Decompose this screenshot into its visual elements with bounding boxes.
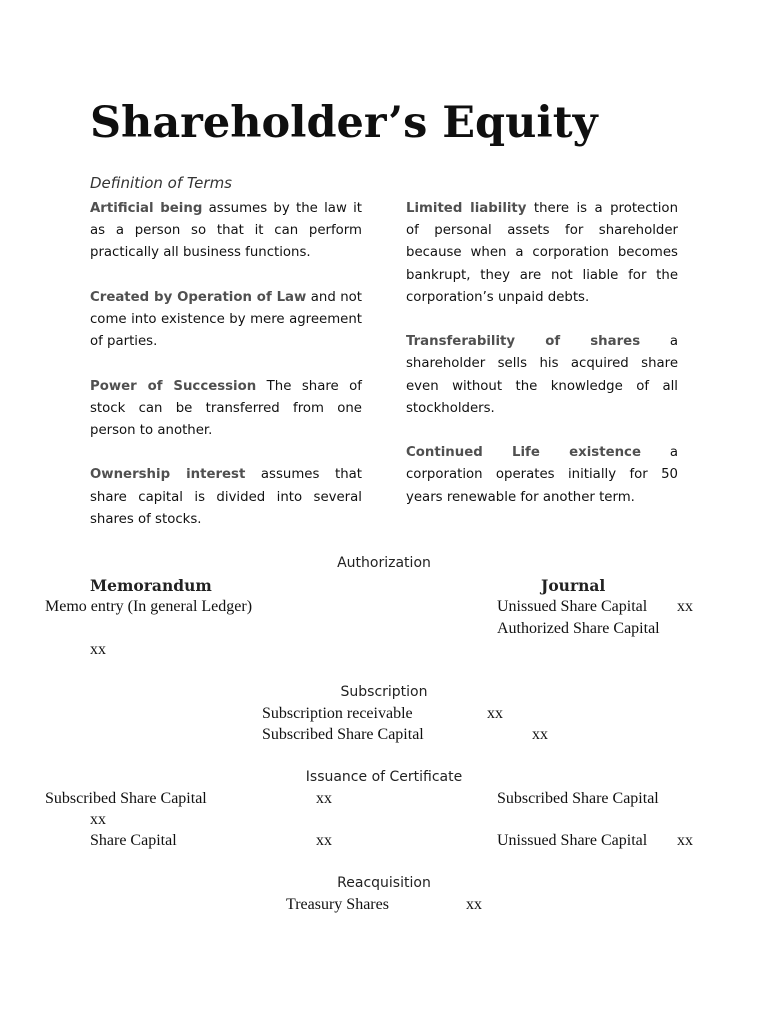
reacquisition-heading: Reacquisition — [337, 875, 431, 891]
definitions-left-column — [90, 198, 362, 553]
definition-operation-of-law — [90, 287, 362, 354]
issuance-right-line-1: Subscribed Share Capital — [497, 790, 659, 807]
definition-continued-life — [406, 442, 678, 509]
definition-transferability — [406, 331, 678, 420]
definition-power-of-succession — [90, 376, 362, 443]
journal-line-1-amount: xx — [677, 598, 693, 615]
definition-ownership-interest — [90, 464, 362, 531]
section-subtitle: Definition of Terms — [90, 174, 233, 192]
page-title: Shareholder’s Equity — [90, 98, 598, 148]
subscription-heading: Subscription — [340, 684, 428, 700]
reacquisition-line-1-amount: xx — [466, 896, 482, 913]
issuance-heading: Issuance of Certificate — [305, 769, 463, 785]
subscription-line-2-amount: xx — [532, 726, 548, 743]
subscription-line-2: Subscribed Share Capital — [262, 726, 424, 743]
definition-text: a corporation operates initially for 50 years renewable for another term. — [406, 445, 678, 505]
definition-text: a shareholder sells his acquired share even without the knowledge of all stockholders. — [406, 334, 679, 416]
definition-term: Limited liability — [406, 201, 527, 216]
journal-line-2: Authorized Share Capital — [497, 620, 660, 637]
subscription-line-1-amount: xx — [487, 705, 503, 722]
definition-term: Artificial being — [90, 201, 203, 216]
definition-text: The share of stock can be transferred from one person to another. — [90, 378, 362, 438]
definition-term: Power of Succession — [90, 378, 257, 394]
definition-artificial-being — [90, 198, 362, 265]
definition-term: Created by Operation of Law — [90, 289, 307, 305]
definitions-right-column — [406, 198, 678, 531]
journal-line-2-amount: xx — [90, 641, 106, 658]
issuance-right-line-2: Unissued Share Capital — [497, 832, 648, 849]
definition-text: assumes by the law it as a person so that it can perform practically all business functions. — [90, 201, 363, 261]
journal-label: Journal — [541, 576, 606, 595]
memorandum-label: Memorandum — [90, 576, 212, 595]
subscription-line-1: Subscription receivable — [262, 705, 413, 722]
journal-line-1: Unissued Share Capital — [497, 598, 648, 615]
definition-term: Continued Life existence — [406, 445, 641, 461]
definition-term: Ownership interest — [90, 467, 246, 483]
issuance-left-line-1: Subscribed Share Capital — [45, 790, 207, 807]
reacquisition-line-1: Treasury Shares — [286, 896, 389, 913]
definition-text: and not come into existence by mere agreement of parties. — [90, 289, 362, 350]
memo-entry: Memo entry (In general Ledger) — [45, 598, 253, 615]
definition-text: assumes that share capital is divided into several shares of stocks. — [90, 467, 362, 527]
definition-limited-liability — [406, 198, 678, 309]
issuance-left-line-2-amount: xx — [316, 832, 332, 849]
authorization-heading: Authorization — [337, 555, 431, 571]
issuance-left-line-2: Share Capital — [90, 832, 177, 849]
issuance-left-line-1-amount: xx — [316, 790, 332, 807]
definition-text: there is a protection of personal assets for shareholder because when a corporation becomes bankrupt, they are not liable for the corporation’s unpaid debts. — [406, 201, 678, 305]
issuance-right-line-2-amount: xx — [677, 832, 693, 849]
issuance-left-line-1-amount-2: xx — [90, 811, 106, 828]
definition-term: Transferability of shares — [406, 334, 641, 350]
